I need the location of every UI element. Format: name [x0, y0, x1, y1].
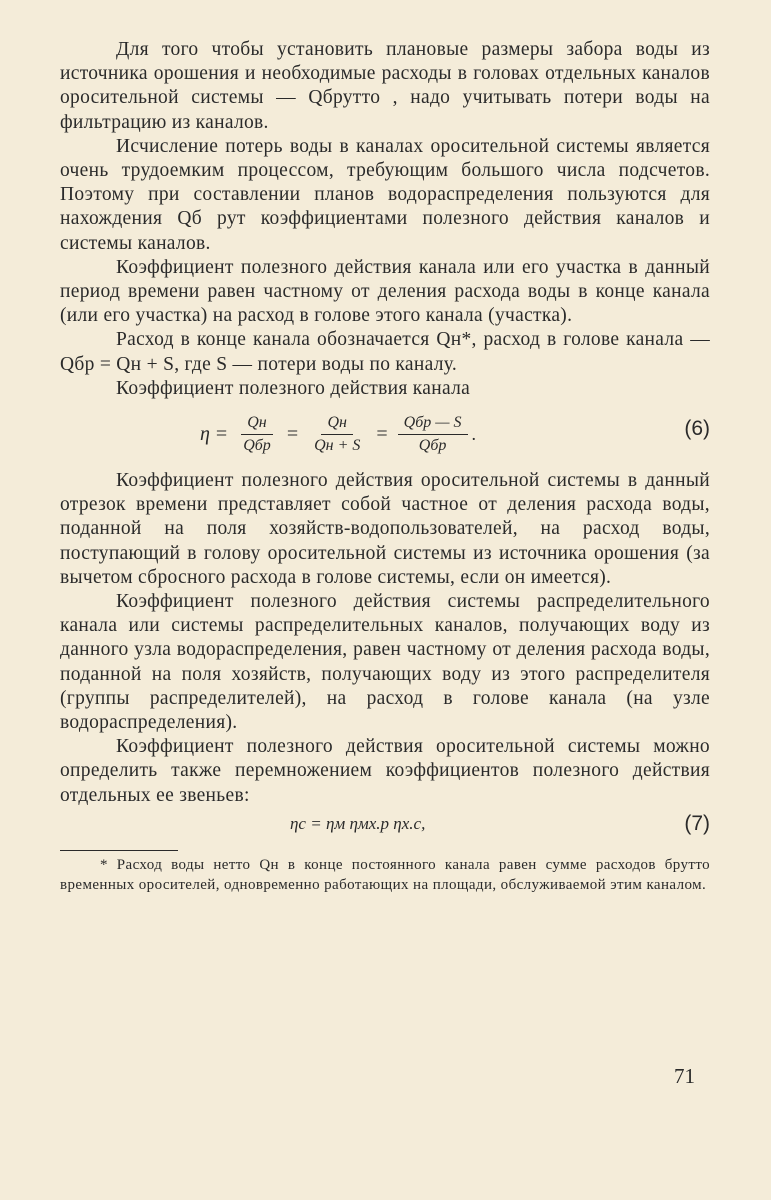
- formula-6: [60, 403, 710, 465]
- footnote: * Расход воды нетто Qн в конце постоянного канала равен сумме расходов брутто временных оросителей, одновременно работающих на площади, обслуживаемой этим каналом.: [60, 856, 710, 893]
- fraction-2-denominator: Qн + S: [314, 436, 361, 454]
- fraction-1-numerator: Qн: [241, 414, 273, 435]
- fraction-3-denominator: Qбр: [418, 436, 447, 454]
- paragraph-4: Расход в конце канала обозначается Qн*, расход в голове канала — Qбр = Qн + S, где S — потери воды по каналу.: [60, 329, 710, 375]
- fraction-3: [398, 414, 468, 455]
- fraction-3-numerator: Qбр — S: [398, 414, 468, 435]
- fraction-1-denominator: Qбр: [243, 436, 271, 454]
- paragraph-5: Коэффициент полезного действия канала: [116, 377, 471, 399]
- page-body: [60, 38, 710, 895]
- paragraph-3: Коэффициент полезного действия канала или его участка в данный период времени равен частному от деления расхода воды в конце канала (или его участка) на расход в голове этого канала (участка).: [60, 256, 710, 327]
- formula-7: [60, 808, 710, 846]
- formula-dot: .: [471, 423, 476, 444]
- paragraph-1: Для того чтобы установить плановые размеры забора воды из источника орошения и необходимые расходы в головах отдельных каналов оросительной системы — Qбрутто , надо учитывать потери воды на фильтрацию из каналов.: [60, 39, 710, 133]
- formula-eta: η: [200, 422, 210, 445]
- fraction-2: [308, 414, 366, 455]
- paragraph-6: Коэффициент полезного действия оросительной системы в данный отрезок времени представляет собой частное от деления расхода воды, поданной на поля хозяйств-водопользователей, на расход воды, поступающий в голову оросительной системы из источника орошения (за вычетом сбросного расхода в голове системы, если он имеется).: [60, 470, 710, 588]
- fraction-1: [237, 414, 277, 455]
- fraction-2-numerator: Qн: [321, 414, 353, 435]
- equation-number-7: (7): [684, 811, 710, 835]
- paragraph-7: Коэффициент полезного действия системы распределительного канала или системы распределительных каналов, получающих воду из данного узла водораспределения, равен частному от деления расхода воды, поданной на поля хозяйств, получающих воду из этого распределителя (группы распределителей), на расход в голове канала (на узле водораспределения).: [60, 591, 710, 734]
- paragraph-2: Исчисление потерь воды в каналах оросительной системы является очень трудоемким процессом, требующим большого числа подсчетов. Поэтому при составлении планов водораспределения пользуются для нахождения Qб рут коэффициентами полезного действия каналов и системы каналов.: [60, 135, 710, 254]
- equation-number-6: (6): [684, 417, 710, 441]
- page-number: 71: [674, 1064, 695, 1088]
- formula-7-expression: ηс = ηм ηмх.р ηх.с,: [290, 813, 426, 833]
- formula-equals-3: =: [376, 422, 388, 445]
- formula-equals-1: =: [215, 422, 228, 445]
- footnote-divider: [60, 850, 178, 851]
- formula-equals-2: =: [286, 422, 299, 445]
- paragraph-8: Коэффициент полезного действия оросительной системы можно определить также перемножением коэффициентов полезного действия отдельных ее звеньев:: [60, 736, 710, 806]
